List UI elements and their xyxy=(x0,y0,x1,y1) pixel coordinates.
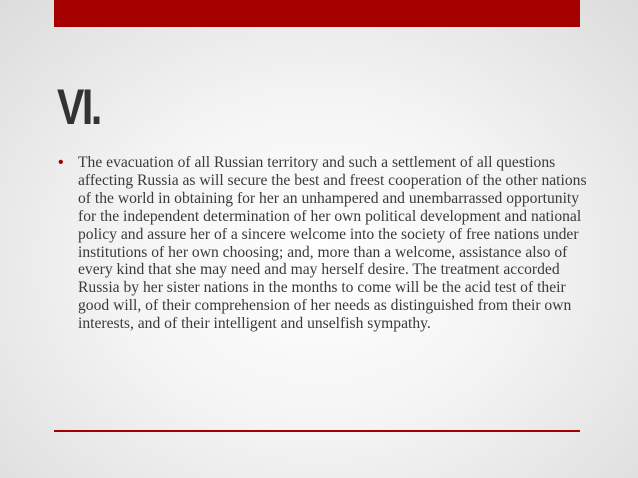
slide-title: VI. xyxy=(57,79,100,135)
bottom-divider xyxy=(54,430,580,432)
bullet-list xyxy=(58,154,588,333)
bullet-text: The evacuation of all Russian territory and such a settlement of all questions affecting Russia as will secure the best and freest cooperation of the other nations of the world in obtaining for her an unhampered and unembarrassed opportunity for the independent determination of her own political development and national policy and assure her of a sincere welcome into the society of free nations under institutions of her own choosing; and, more than a welcome, assistance also of every kind that she may need and may herself desire. The treatment accorded Russia by her sister nations in the months to come will be the acid test of their good will, of their comprehension of her needs as distinguished from their own interests, and of their intelligent and unselfish sympathy. xyxy=(78,154,587,333)
top-accent-bar xyxy=(54,0,580,27)
bullet-item xyxy=(58,154,588,333)
bullet-icon: • xyxy=(58,154,64,171)
